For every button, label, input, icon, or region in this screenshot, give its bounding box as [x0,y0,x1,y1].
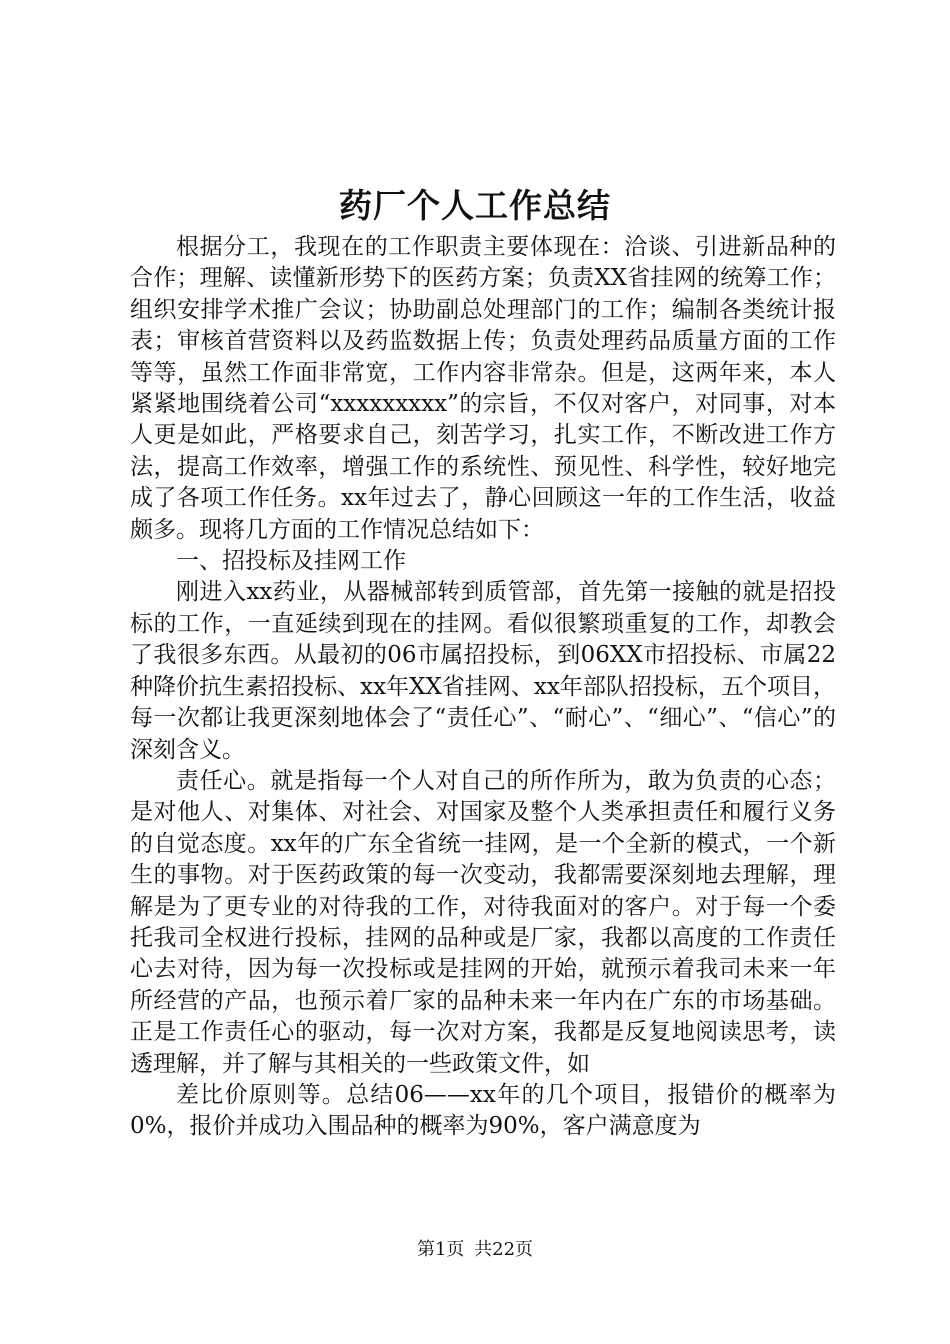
paragraph-responsibility: 责任心。就是指每一个人对自己的所作所为，敢为负责的心态；是对他人、对集体、对社会、对国家及整个人类承担责任和履行义务的自觉态度。xx年的广东全省统一挂网，是一个全新的模式，一个新生的事物。对于医药政策的每一次变动，我都需要深刻地去理解，理解是为了更专业的对待我的工作，对待我面对的客户。对于每一个委托我司全权进行投标，挂网的品种或是厂家，我都以高度的工作责任心去对待，因为每一次投标或是挂网的开始，就预示着我司未来一年所经营的产品，也预示着厂家的品种未来一年内在广东的市场基础。正是工作责任心的驱动，每一次对方案，我都是反复地阅读思考，读透理解，并了解与其相关的一些政策文件，如 [130,767,836,1077]
document-body [130,232,836,1143]
section-heading-bidding: 一、招投标及挂网工作 [176,548,406,575]
total-pages: 共22页 [474,1239,534,1260]
paragraph-bidding: 刚进入xx药业，从器械部转到质管部，首先第一接触的就是招投标的工作，一直延续到现在的挂网。看似很繁琐重复的工作，却教会了我很多东西。从最初的06市属招投标，到06XX市招投标、市属22种降价抗生素招投标、xx年XX省挂网、xx年部队招投标，五个项目，每一次都让我更深刻地体会了“责任心”、“耐心”、“细心”、“信心”的深刻含义。 [130,579,836,763]
document-title: 药厂个人工作总结 [339,186,611,225]
paragraph-intro: 根据分工，我现在的工作职责主要体现在：洽谈、引进新品种的合作；理解、读懂新形势下的医药方案；负责XX省挂网的统筹工作；组织安排学术推广会议；协助副总处理部门的工作；编制各类统计报表；审核首营资料以及药监数据上传；负责处理药品质量方面的工作等等，虽然工作面非常宽，工作内容非常杂。但是，这两年来，本人紧紧地围绕着公司“xxxxxxxxx”的宗旨，不仅对客户，对同事，对本人更是如此，严格要求自己，刻苦学习，扎实工作，不断改进工作方法，提高工作效率，增强工作的系统性、预见性、科学性，较好地完成了各项工作任务。xx年过去了，静心回顾这一年的工作生活，收益颇多。现将几方面的工作情况总结如下： [130,234,836,543]
page-footer [0,1238,950,1262]
paragraph-summary: 差比价原则等。总结06——xx年的几个项目，报错价的概率为0%，报价并成功入围品种的概率为90%，客户满意度为 [130,1081,836,1140]
page-number: 第1页 [416,1239,465,1260]
